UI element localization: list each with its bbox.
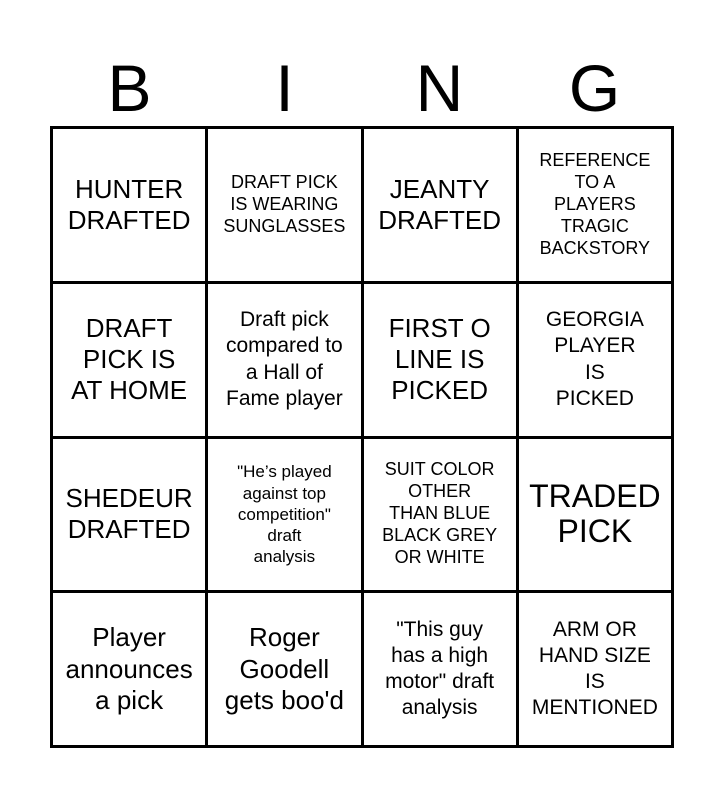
header-letter-b: B	[107, 51, 152, 125]
header-letter-i: I	[275, 51, 294, 125]
bingo-cell-text: JEANTY DRAFTED	[378, 173, 502, 235]
bingo-cell-text: REFERENCE TO A PLAYERS TRAGIC BACKSTORY	[539, 149, 651, 258]
bingo-cell-r4c2[interactable]	[208, 593, 360, 745]
bingo-cell-r2c4[interactable]	[519, 284, 671, 436]
header-letter-g: G	[568, 51, 621, 125]
bingo-cell-text: ARM OR HAND SIZE IS MENTIONED	[531, 617, 658, 720]
bingo-cell-r2c2[interactable]	[208, 284, 360, 436]
bingo-cell-text: TRADED PICK	[529, 478, 661, 550]
bingo-cell-text: Draft pick compared to a Hall of Fame player	[226, 308, 343, 410]
bingo-cell-text: Player announces a pick	[65, 622, 193, 715]
bingo-cell-r4c4[interactable]	[519, 593, 671, 745]
bingo-cell-r1c1[interactable]	[53, 129, 205, 281]
bingo-cell-text: HUNTER DRAFTED	[67, 173, 191, 235]
bingo-cell-text: "He’s played against top competition" draft analysis	[237, 462, 332, 567]
bingo-cell-r3c1[interactable]	[53, 439, 205, 591]
bingo-cell-r2c3[interactable]	[364, 284, 516, 436]
bingo-cell-r1c3[interactable]	[364, 129, 516, 281]
bingo-cell-text: SHEDEUR DRAFTED	[65, 483, 193, 545]
header-letter-n: N	[415, 51, 464, 125]
bingo-cell-r1c4[interactable]	[519, 129, 671, 281]
bingo-cell-text: GEORGIA PLAYER IS PICKED	[545, 308, 644, 410]
bingo-cell-text: "This guy has a high motor" draft analysis	[385, 617, 495, 720]
bingo-header	[52, 52, 672, 124]
bingo-cell-r3c2[interactable]	[208, 439, 360, 591]
bingo-cell-r4c1[interactable]	[53, 593, 205, 745]
bingo-cell-text: SUIT COLOR OTHER THAN BLUE BLACK GREY OR WHITE	[382, 459, 498, 568]
bingo-cell-r2c1[interactable]	[53, 284, 205, 436]
bingo-cell-r4c3[interactable]	[364, 593, 516, 745]
bingo-cell-text: FIRST O LINE IS PICKED	[388, 312, 491, 406]
bingo-cell-r1c2[interactable]	[208, 129, 360, 281]
bingo-cell-r3c4[interactable]	[519, 439, 671, 591]
bingo-cell-text: DRAFT PICK IS WEARING SUNGLASSES	[223, 171, 346, 236]
bingo-cell-text: Roger Goodell gets boo'd	[224, 622, 344, 715]
bingo-cell-text: DRAFT PICK IS AT HOME	[71, 312, 188, 406]
bingo-board	[50, 126, 674, 748]
bingo-cell-r3c3[interactable]	[364, 439, 516, 591]
